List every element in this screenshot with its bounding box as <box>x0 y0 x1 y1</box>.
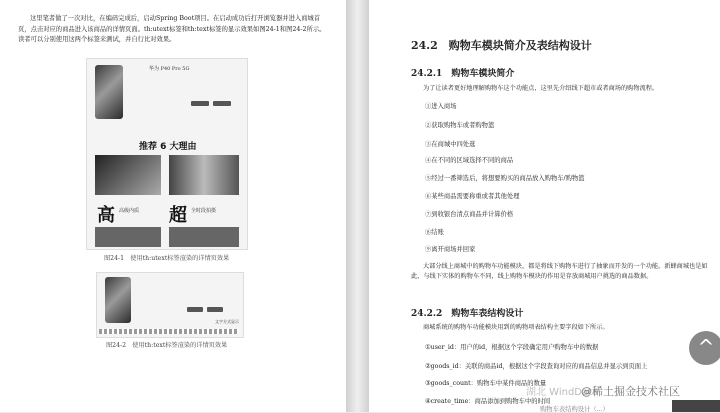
figure-24-1-caption: 图24-1 使用th:utext标签渲染的详情页效果 <box>104 255 230 262</box>
big-char-1: 高 <box>97 205 115 226</box>
watermark-2: @稀土掘金技术社区 <box>581 385 680 398</box>
left-page <box>0 0 346 412</box>
step-item: ②获取购物车或者购物篮 <box>425 122 495 129</box>
colors-image <box>169 155 239 195</box>
figure-24-2 <box>96 272 244 338</box>
field-item: ①user_id：用户的id，根据这个字段确定用户购物车中的数据 <box>425 344 599 351</box>
big-char-2-sub: 全时段拍摄 <box>191 208 217 214</box>
subsection-title-1: 24.2.1 购物车模块简介 <box>411 69 515 79</box>
cart-description: 大部分线上商城中的购物车功能模块，都是将线下购物车进行了抽象而开发的一个功能。新蜂商城也是如此，与线下实体的购物车不同，线上购物车模块的作用是存放商城用户挑选的商品数据。 <box>411 263 708 280</box>
field-item: ②goods_id：关联的商品id，根据这个字段查询对应的商品信息并显示到页面上 <box>425 363 648 370</box>
step-item: ③在商城中四处逛 <box>425 141 476 148</box>
subsection-title-2: 24.2.2 购物车表结构设计 <box>411 309 524 319</box>
step-item: ⑤经过一番筛选后，将想要购买的商品放入购物车/购物篮 <box>425 175 585 182</box>
chevron-up-icon: ^ <box>697 335 715 359</box>
step-item: ④在不同的区域选择不同的商品 <box>425 157 514 164</box>
cart-button[interactable] <box>213 101 231 106</box>
cut-off-text: 购物车表结构设计（...） <box>540 406 609 413</box>
building-image-2 <box>169 227 239 247</box>
step-item: ⑥某些商品需要称重或者其他处理 <box>425 193 520 200</box>
book-gutter <box>346 0 369 412</box>
figure-24-1 <box>86 58 248 250</box>
step-item: ⑨离开商场并回家 <box>425 246 476 253</box>
big-char-2: 超 <box>169 205 187 226</box>
product-title: 华为 P40 Pro 5G <box>149 66 190 72</box>
table-intro: 商城系统的购物车功能模块用到的购物项表结构主要字段如下所示。 <box>423 324 609 331</box>
step-item: ⑦到收银台清点商品并计算价格 <box>425 211 514 218</box>
raw-text-tag: 文字方式显示 <box>215 319 239 324</box>
watermark-1: 湖北 WindData <box>526 387 599 398</box>
building-image-1 <box>95 227 161 247</box>
cart-button-2[interactable] <box>207 307 223 312</box>
scroll-to-top-button[interactable] <box>689 331 720 365</box>
phone-image-2 <box>105 277 131 323</box>
field-item: ④create_time：商品添加到购物车中的时间 <box>425 398 551 405</box>
buy-button-2[interactable] <box>187 307 203 312</box>
step-item: ①进入商场 <box>425 103 457 110</box>
buy-button[interactable] <box>191 101 209 106</box>
intro-paragraph-right: 为了让读者更好地理解购物车这个功能点，这里先介绍线下超市或者商场的购物流程。 <box>423 85 659 92</box>
intro-paragraph: 这里笔者做了一次对比，在编码完成后，启动Spring Boot项目。在启动成功后打开浏览器并进入商城首页，点击对应的商品进入该商品的详情页面。th:utext标签和th:text标签的显示效果如图24-1和图24-2所示。读者可以分别使用这两个标签来测试，并自行比对效果。 <box>18 15 326 43</box>
banner-text: 推荐 6 大理由 <box>139 142 197 152</box>
step-item: ⑧结账 <box>425 229 444 236</box>
raw-html-text <box>99 329 239 334</box>
section-title: 24.2 购物车模块简介及表结构设计 <box>411 39 592 52</box>
phone-image <box>95 65 123 119</box>
figure-24-2-caption: 图24-2 使用th:text标签渲染的详情页效果 <box>106 342 228 349</box>
big-char-1-sub: 高级内质 <box>119 208 140 214</box>
page-indicator-bar <box>672 400 720 412</box>
camera-image <box>95 155 161 195</box>
field-item: ③goods_count：购物车中某件商品的数量 <box>425 380 547 387</box>
